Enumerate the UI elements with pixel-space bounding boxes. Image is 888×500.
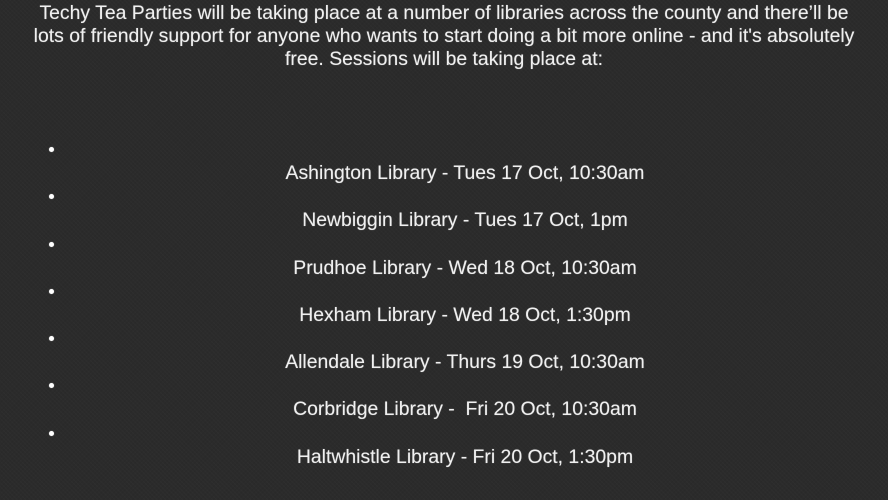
sessions-list xyxy=(0,139,888,470)
list-item xyxy=(0,281,888,328)
list-item xyxy=(0,375,888,422)
session-label: Corbridge Library - Fri 20 Oct, 10:30am xyxy=(293,398,637,421)
session-label: Allendale Library - Thurs 19 Oct, 10:30am xyxy=(285,351,645,374)
bullet-icon xyxy=(49,383,54,388)
intro-line: lots of friendly support for anyone who wants to start doing a bit more online - and it's absolutely xyxy=(33,25,855,48)
session-label: Newbiggin Library - Tues 17 Oct, 1pm xyxy=(302,209,628,232)
bullet-icon xyxy=(49,147,54,152)
list-item xyxy=(0,139,888,186)
list-item xyxy=(0,423,888,470)
list-item xyxy=(0,234,888,281)
bullet-icon xyxy=(49,289,54,294)
bullet-icon xyxy=(49,431,54,436)
list-item xyxy=(0,328,888,375)
intro-line: Techy Tea Parties will be taking place at a number of libraries across the county and there’ll be xyxy=(39,2,849,24)
bullet-icon xyxy=(49,336,54,341)
bullet-icon xyxy=(49,242,54,247)
session-label: Haltwhistle Library - Fri 20 Oct, 1:30pm xyxy=(296,445,634,468)
session-label: Hexham Library - Wed 18 Oct, 1:30pm xyxy=(299,303,631,326)
intro-paragraph xyxy=(0,2,888,72)
session-label: Prudhoe Library - Wed 18 Oct, 10:30am xyxy=(293,256,637,279)
intro-line: free. Sessions will be taking place at: xyxy=(285,48,603,71)
list-item xyxy=(0,186,888,233)
session-label: Ashington Library - Tues 17 Oct, 10:30am xyxy=(285,162,645,184)
bullet-icon xyxy=(49,194,54,199)
